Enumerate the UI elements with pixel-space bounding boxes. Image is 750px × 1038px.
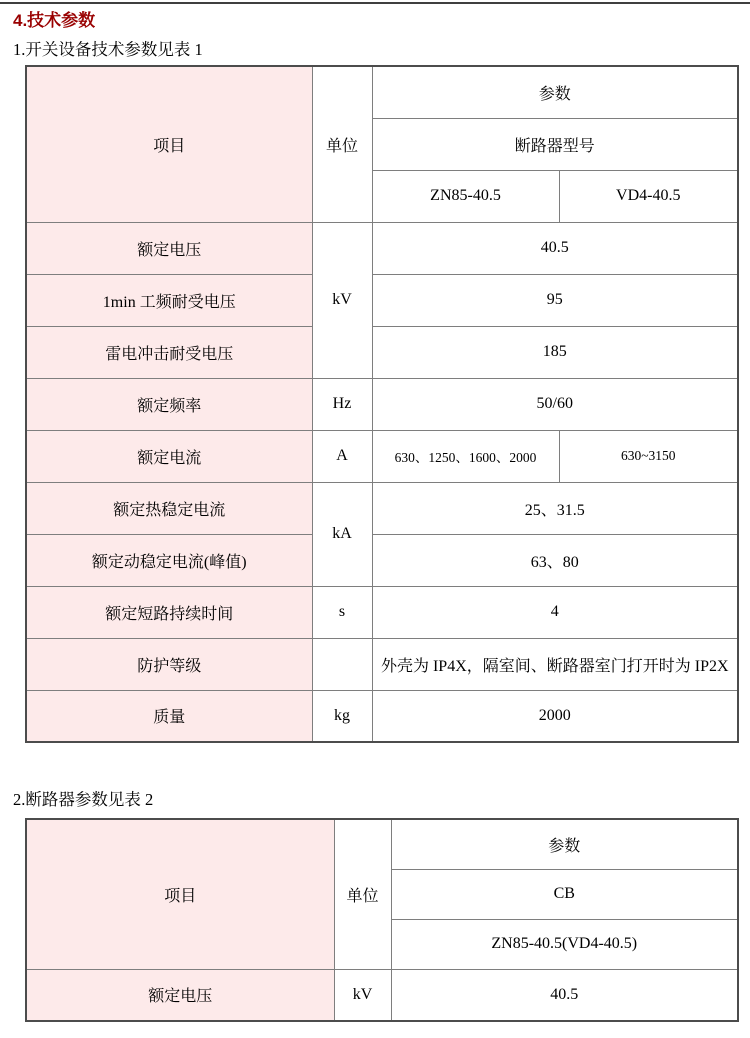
table-row <box>26 819 738 869</box>
t1-value-dynamic-current: 63、80 <box>372 534 738 586</box>
table-row <box>26 969 738 1021</box>
t1-label-thermal-current: 额定热稳定电流 <box>26 482 312 534</box>
table-row <box>26 274 738 326</box>
t1-value-protection-degree: 外壳为 IP4X，隔室间、断路器室门打开时为 IP2X <box>372 638 738 690</box>
switchgear-parameters-table <box>25 65 739 743</box>
table-row <box>26 378 738 430</box>
t2-header-item: 项目 <box>26 819 334 969</box>
table-row <box>26 482 738 534</box>
t2-unit-kv: kV <box>334 969 391 1021</box>
table-row <box>26 586 738 638</box>
t1-value-rated-frequency: 50/60 <box>372 378 738 430</box>
t1-value-thermal-current: 25、31.5 <box>372 482 738 534</box>
page-top-rule <box>0 2 750 4</box>
t1-unit-kg: kg <box>312 690 372 742</box>
t2-header-model: ZN85-40.5(VD4-40.5) <box>391 919 738 969</box>
t1-label-lightning-impulse: 雷电冲击耐受电压 <box>26 326 312 378</box>
t1-value-short-circuit-duration: 4 <box>372 586 738 638</box>
t1-value-rated-current-vd4: 630~3150 <box>559 430 738 482</box>
page-title: 4.技术参数 <box>13 11 96 30</box>
t1-unit-empty <box>312 638 372 690</box>
table-row <box>26 430 738 482</box>
table2-caption: 2.断路器参数见表 2 <box>13 790 154 809</box>
t2-header-param: 参数 <box>391 819 738 869</box>
table-row <box>26 690 738 742</box>
t1-unit-a: A <box>312 430 372 482</box>
t1-value-lightning-impulse: 185 <box>372 326 738 378</box>
t1-unit-hz: Hz <box>312 378 372 430</box>
t1-label-protection-degree: 防护等级 <box>26 638 312 690</box>
t1-header-unit: 单位 <box>312 66 372 222</box>
t1-value-rated-current-zn85: 630、1250、1600、2000 <box>372 430 559 482</box>
t2-header-unit: 单位 <box>334 819 391 969</box>
t2-value-rated-voltage: 40.5 <box>391 969 738 1021</box>
t1-value-mass: 2000 <box>372 690 738 742</box>
t1-value-rated-voltage: 40.5 <box>372 222 738 274</box>
t2-header-cb: CB <box>391 869 738 919</box>
t1-header-param: 参数 <box>372 66 738 118</box>
table-row <box>26 638 738 690</box>
table-row <box>26 222 738 274</box>
t1-label-power-freq-withstand: 1min 工频耐受电压 <box>26 274 312 326</box>
t1-label-rated-frequency: 额定频率 <box>26 378 312 430</box>
t1-label-short-circuit-duration: 额定短路持续时间 <box>26 586 312 638</box>
t1-label-dynamic-current: 额定动稳定电流(峰值) <box>26 534 312 586</box>
t1-label-mass: 质量 <box>26 690 312 742</box>
t1-unit-s: s <box>312 586 372 638</box>
circuit-breaker-parameters-table <box>25 818 739 1022</box>
table-row <box>26 534 738 586</box>
t1-header-breaker-model: 断路器型号 <box>372 118 738 170</box>
t1-unit-kv: kV <box>312 222 372 378</box>
t1-header-model-vd4: VD4-40.5 <box>559 170 738 222</box>
t1-unit-ka: kA <box>312 482 372 586</box>
table-row <box>26 66 738 118</box>
t2-label-rated-voltage: 额定电压 <box>26 969 334 1021</box>
table1-caption: 1.开关设备技术参数见表 1 <box>13 40 203 59</box>
table-row <box>26 326 738 378</box>
t1-label-rated-current: 额定电流 <box>26 430 312 482</box>
t1-label-rated-voltage: 额定电压 <box>26 222 312 274</box>
t1-value-power-freq-withstand: 95 <box>372 274 738 326</box>
t1-header-model-zn85: ZN85-40.5 <box>372 170 559 222</box>
t1-header-item: 项目 <box>26 66 312 222</box>
